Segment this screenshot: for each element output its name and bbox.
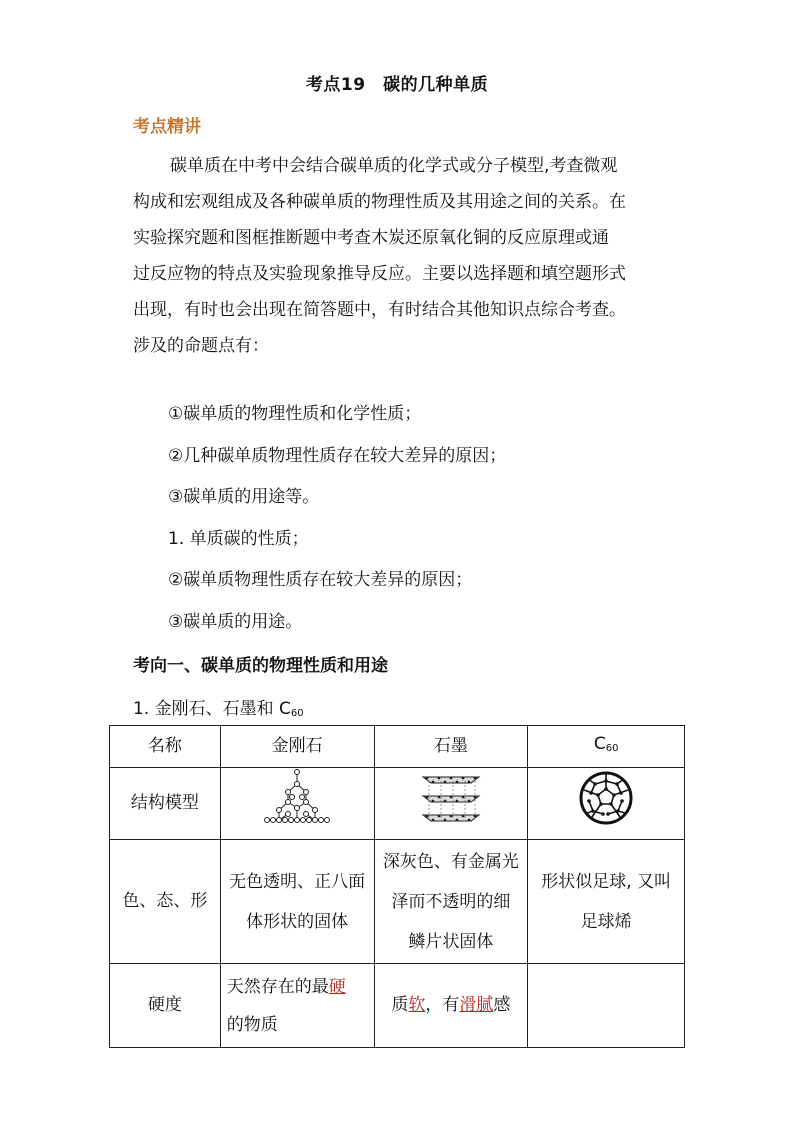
highlighted-term: 滑腻 xyxy=(459,995,494,1015)
intro-line: 构成和宏观组成及各种碳单质的物理性质及其用途之间的关系。在 xyxy=(133,192,626,212)
sub-heading: 考向一、碳单质的物理性质和用途 xyxy=(133,656,388,676)
c60-hardness-cell xyxy=(528,964,685,1048)
carbon-allotropes-table xyxy=(109,725,685,1048)
caption-text: 1. 金刚石、石墨和 xyxy=(133,699,274,719)
intro-line: 过反应物的特点及实验现象推导反应。主要以选择题和填空题形式 xyxy=(133,264,626,284)
table-row xyxy=(110,840,685,964)
page-title: 考点19 碳的几种单质 xyxy=(305,75,489,95)
intro-paragraph xyxy=(133,148,681,364)
header-cell: 金刚石 xyxy=(220,726,374,768)
cell-line: 泽而不透明的细 xyxy=(391,891,511,912)
graphite-model-icon xyxy=(419,769,483,827)
cell-text: 天然存在的最 xyxy=(226,976,329,997)
intro-line: 涉及的命题点有： xyxy=(133,336,269,356)
cell-line xyxy=(227,968,370,1006)
intro-line: 实验探究题和图框推断题中考查木炭还原氧化铜的反应原理或通 xyxy=(133,228,609,248)
cell-text: 感 xyxy=(493,995,511,1015)
list-item: 1. 单质碳的性质； xyxy=(168,528,309,549)
header-cell xyxy=(528,726,685,768)
list-item: ③碳单质的用途。 xyxy=(168,611,303,632)
table-row xyxy=(110,964,685,1048)
diamond-structure-model xyxy=(220,768,374,840)
graphite-hardness-cell xyxy=(374,964,528,1048)
intro-line: 出现，有时也会出现在简答题中，有时结合其他知识点综合考查。 xyxy=(133,300,626,320)
exam-points-list xyxy=(168,396,506,645)
cell-line: 无色透明、正八面 xyxy=(229,871,366,892)
graphite-appearance-cell xyxy=(374,840,528,964)
cell-line: 足球烯 xyxy=(580,911,632,932)
row-label: 色、态、形 xyxy=(110,840,221,964)
row-label: 结构模型 xyxy=(110,768,221,840)
list-item: ②碳单质物理性质存在较大差异的原因； xyxy=(168,570,473,590)
c60-symbol xyxy=(279,699,304,719)
diamond-hardness-cell xyxy=(220,964,374,1048)
intro-line: 碳单质在中考中会结合碳单质的化学式或分子模型,考查微观 xyxy=(170,156,618,176)
cell-line: 体形状的固体 xyxy=(246,911,349,932)
c60-base: C xyxy=(279,699,291,719)
header-cell: 名称 xyxy=(110,726,221,768)
diamond-model-icon xyxy=(262,768,332,828)
section-heading: 考点精讲 xyxy=(133,117,201,137)
cell-text: 质 xyxy=(391,995,409,1015)
list-item: ①碳单质的物理性质和化学性质； xyxy=(168,404,422,424)
table-caption xyxy=(133,694,304,719)
c60-sub: 60 xyxy=(605,743,619,754)
c60-sub: 60 xyxy=(290,708,304,719)
table-row xyxy=(110,726,685,768)
highlighted-term: 硬 xyxy=(328,976,346,997)
cell-line: 鳞片状固体 xyxy=(408,931,494,952)
cell-text: ，有 xyxy=(425,995,460,1015)
diamond-appearance-cell xyxy=(220,840,374,964)
c60-model-icon xyxy=(577,769,635,827)
list-item: ③碳单质的用途等。 xyxy=(168,487,320,507)
cell-line: 的物质 xyxy=(226,1014,278,1035)
graphite-structure-model xyxy=(374,768,528,840)
header-cell: 石墨 xyxy=(374,726,528,768)
list-item: ②几种碳单质物理性质存在较大差异的原因； xyxy=(168,445,507,466)
highlighted-term: 软 xyxy=(408,995,426,1015)
c60-base: C xyxy=(593,734,606,754)
cell-line: 深灰色、有金属光 xyxy=(382,851,519,872)
table-row xyxy=(110,768,685,840)
row-label: 硬度 xyxy=(110,964,221,1048)
c60-structure-model xyxy=(528,768,685,840)
c60-appearance-cell xyxy=(528,840,685,964)
cell-line: 形状似足球, 又叫 xyxy=(541,871,672,892)
